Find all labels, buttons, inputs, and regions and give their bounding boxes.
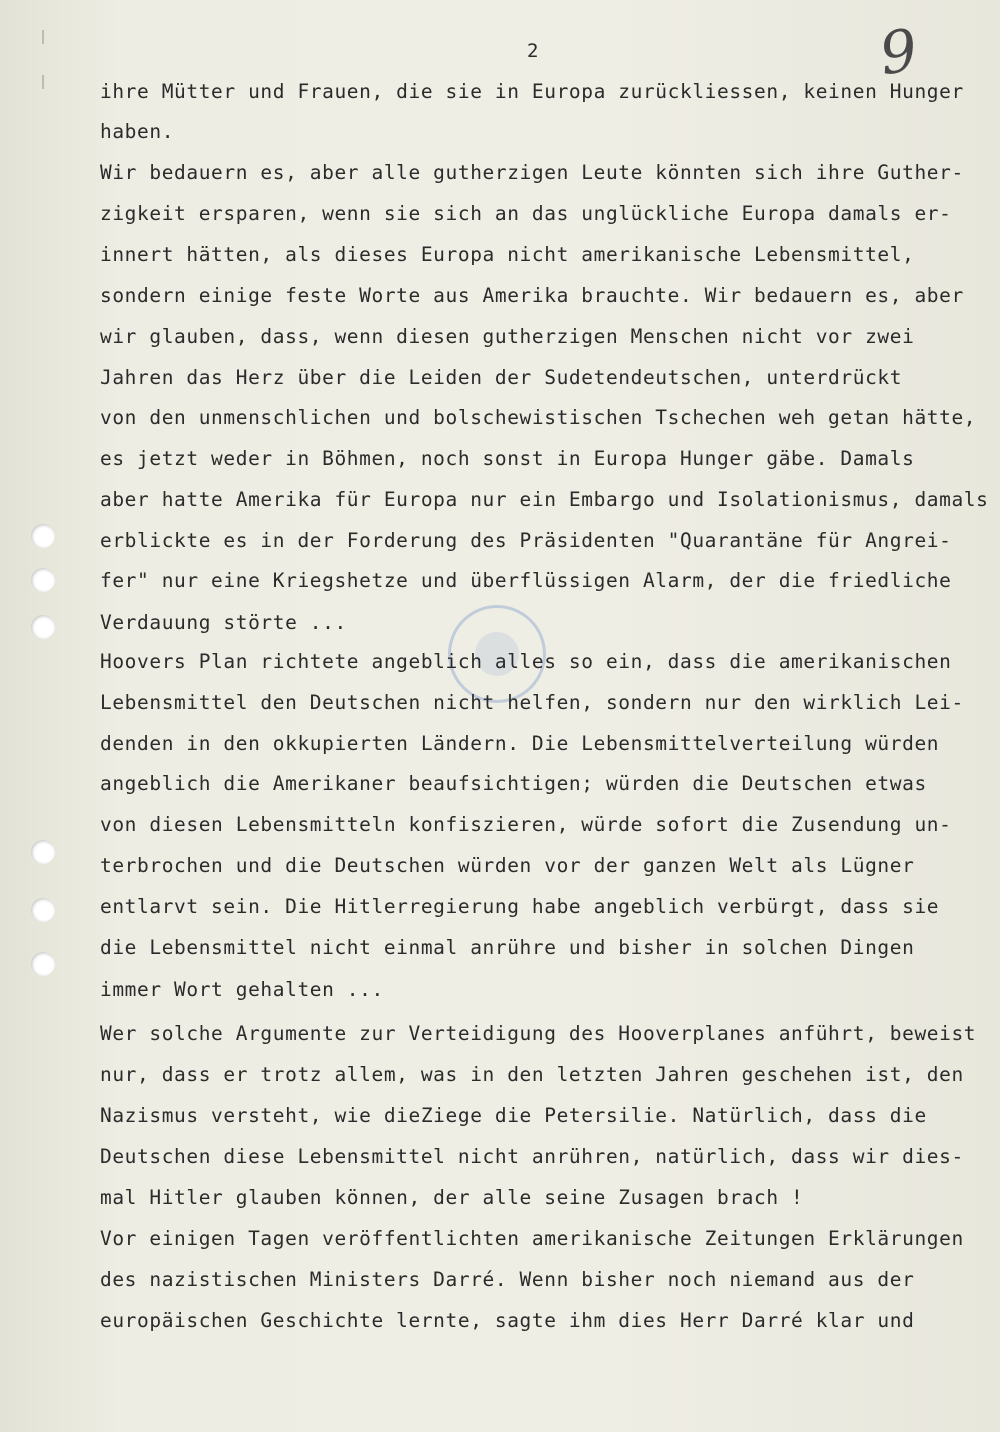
text-line: es jetzt weder in Böhmen, noch sonst in Europa Hunger gäbe. Damals: [100, 447, 915, 470]
text-line: haben.: [100, 120, 175, 143]
text-line: Nazismus versteht, wie dieZiege die Petersilie. Natürlich, dass die: [100, 1104, 927, 1127]
text-line: Wer solche Argumente zur Verteidigung des Hooverplanes anführt, beweist: [100, 1022, 977, 1045]
text-line: Verdauung störte ...: [100, 611, 347, 634]
text-line: wir glauben, dass, wenn diesen gutherzigen Menschen nicht vor zwei: [100, 325, 915, 348]
punch-hole: [31, 615, 55, 639]
text-line: terbrochen und die Deutschen würden vor der ganzen Welt als Lügner: [100, 854, 915, 877]
text-line: denden in den okkupierten Ländern. Die Lebensmittelverteilung würden: [100, 732, 940, 755]
punch-hole: [31, 898, 55, 922]
text-line: immer Wort gehalten ...: [100, 978, 384, 1001]
text-line: von den unmenschlichen und bolschewistischen Tschechen weh getan hätte,: [100, 406, 977, 429]
text-line: ihre Mütter und Frauen, die sie in Europa zurückliessen, keinen Hunger: [100, 80, 964, 103]
text-line: des nazistischen Ministers Darré. Wenn bisher noch niemand aus der: [100, 1268, 915, 1291]
text-line: Vor einigen Tagen veröffentlichten amerikanische Zeitungen Erklärungen: [100, 1227, 964, 1250]
text-line: fer" nur eine Kriegshetze und überflüssigen Alarm, der die friedliche: [100, 569, 952, 592]
text-line: mal Hitler glauben können, der alle seine Zusagen brach !: [100, 1186, 804, 1209]
handwritten-archive-number: 9: [875, 15, 922, 89]
margin-mark: [42, 75, 44, 89]
text-line: angeblich die Amerikaner beaufsichtigen; würden die Deutschen etwas: [100, 772, 927, 795]
page-number: 2: [527, 40, 539, 62]
punch-hole: [31, 568, 55, 592]
text-line: erblickte es in der Forderung des Präsidenten "Quarantäne für Angrei-: [100, 529, 952, 552]
text-line: sondern einige feste Worte aus Amerika brauchte. Wir bedauern es, aber: [100, 284, 964, 307]
text-line: europäischen Geschichte lernte, sagte ihm dies Herr Darré klar und: [100, 1309, 915, 1332]
punch-hole: [31, 952, 55, 976]
margin-mark: [42, 30, 44, 44]
text-line: zigkeit ersparen, wenn sie sich an das unglückliche Europa damals er-: [100, 202, 952, 225]
text-line: von diesen Lebensmitteln konfiszieren, würde sofort die Zusendung un-: [100, 813, 952, 836]
text-line: nur, dass er trotz allem, was in den letzten Jahren geschehen ist, den: [100, 1063, 964, 1086]
punch-hole: [31, 840, 55, 864]
text-line: Deutschen diese Lebensmittel nicht anrühren, natürlich, dass wir dies-: [100, 1145, 964, 1168]
text-line: Jahren das Herz über die Leiden der Sudetendeutschen, unterdrückt: [100, 366, 903, 389]
text-line: Hoovers Plan richtete angeblich alles so ein, dass die amerikanischen: [100, 650, 952, 673]
text-line: innert hätten, als dieses Europa nicht amerikanische Lebensmittel,: [100, 243, 915, 266]
punch-hole: [31, 524, 55, 548]
text-line: Lebensmittel den Deutschen nicht helfen, sondern nur den wirklich Lei-: [100, 691, 964, 714]
text-line: entlarvt sein. Die Hitlerregierung habe angeblich verbürgt, dass sie: [100, 895, 940, 918]
text-line: Wir bedauern es, aber alle gutherzigen Leute könnten sich ihre Guther-: [100, 161, 964, 184]
text-line: aber hatte Amerika für Europa nur ein Embargo und Isolationismus, damals: [100, 488, 989, 511]
text-line: die Lebensmittel nicht einmal anrühre und bisher in solchen Dingen: [100, 936, 915, 959]
